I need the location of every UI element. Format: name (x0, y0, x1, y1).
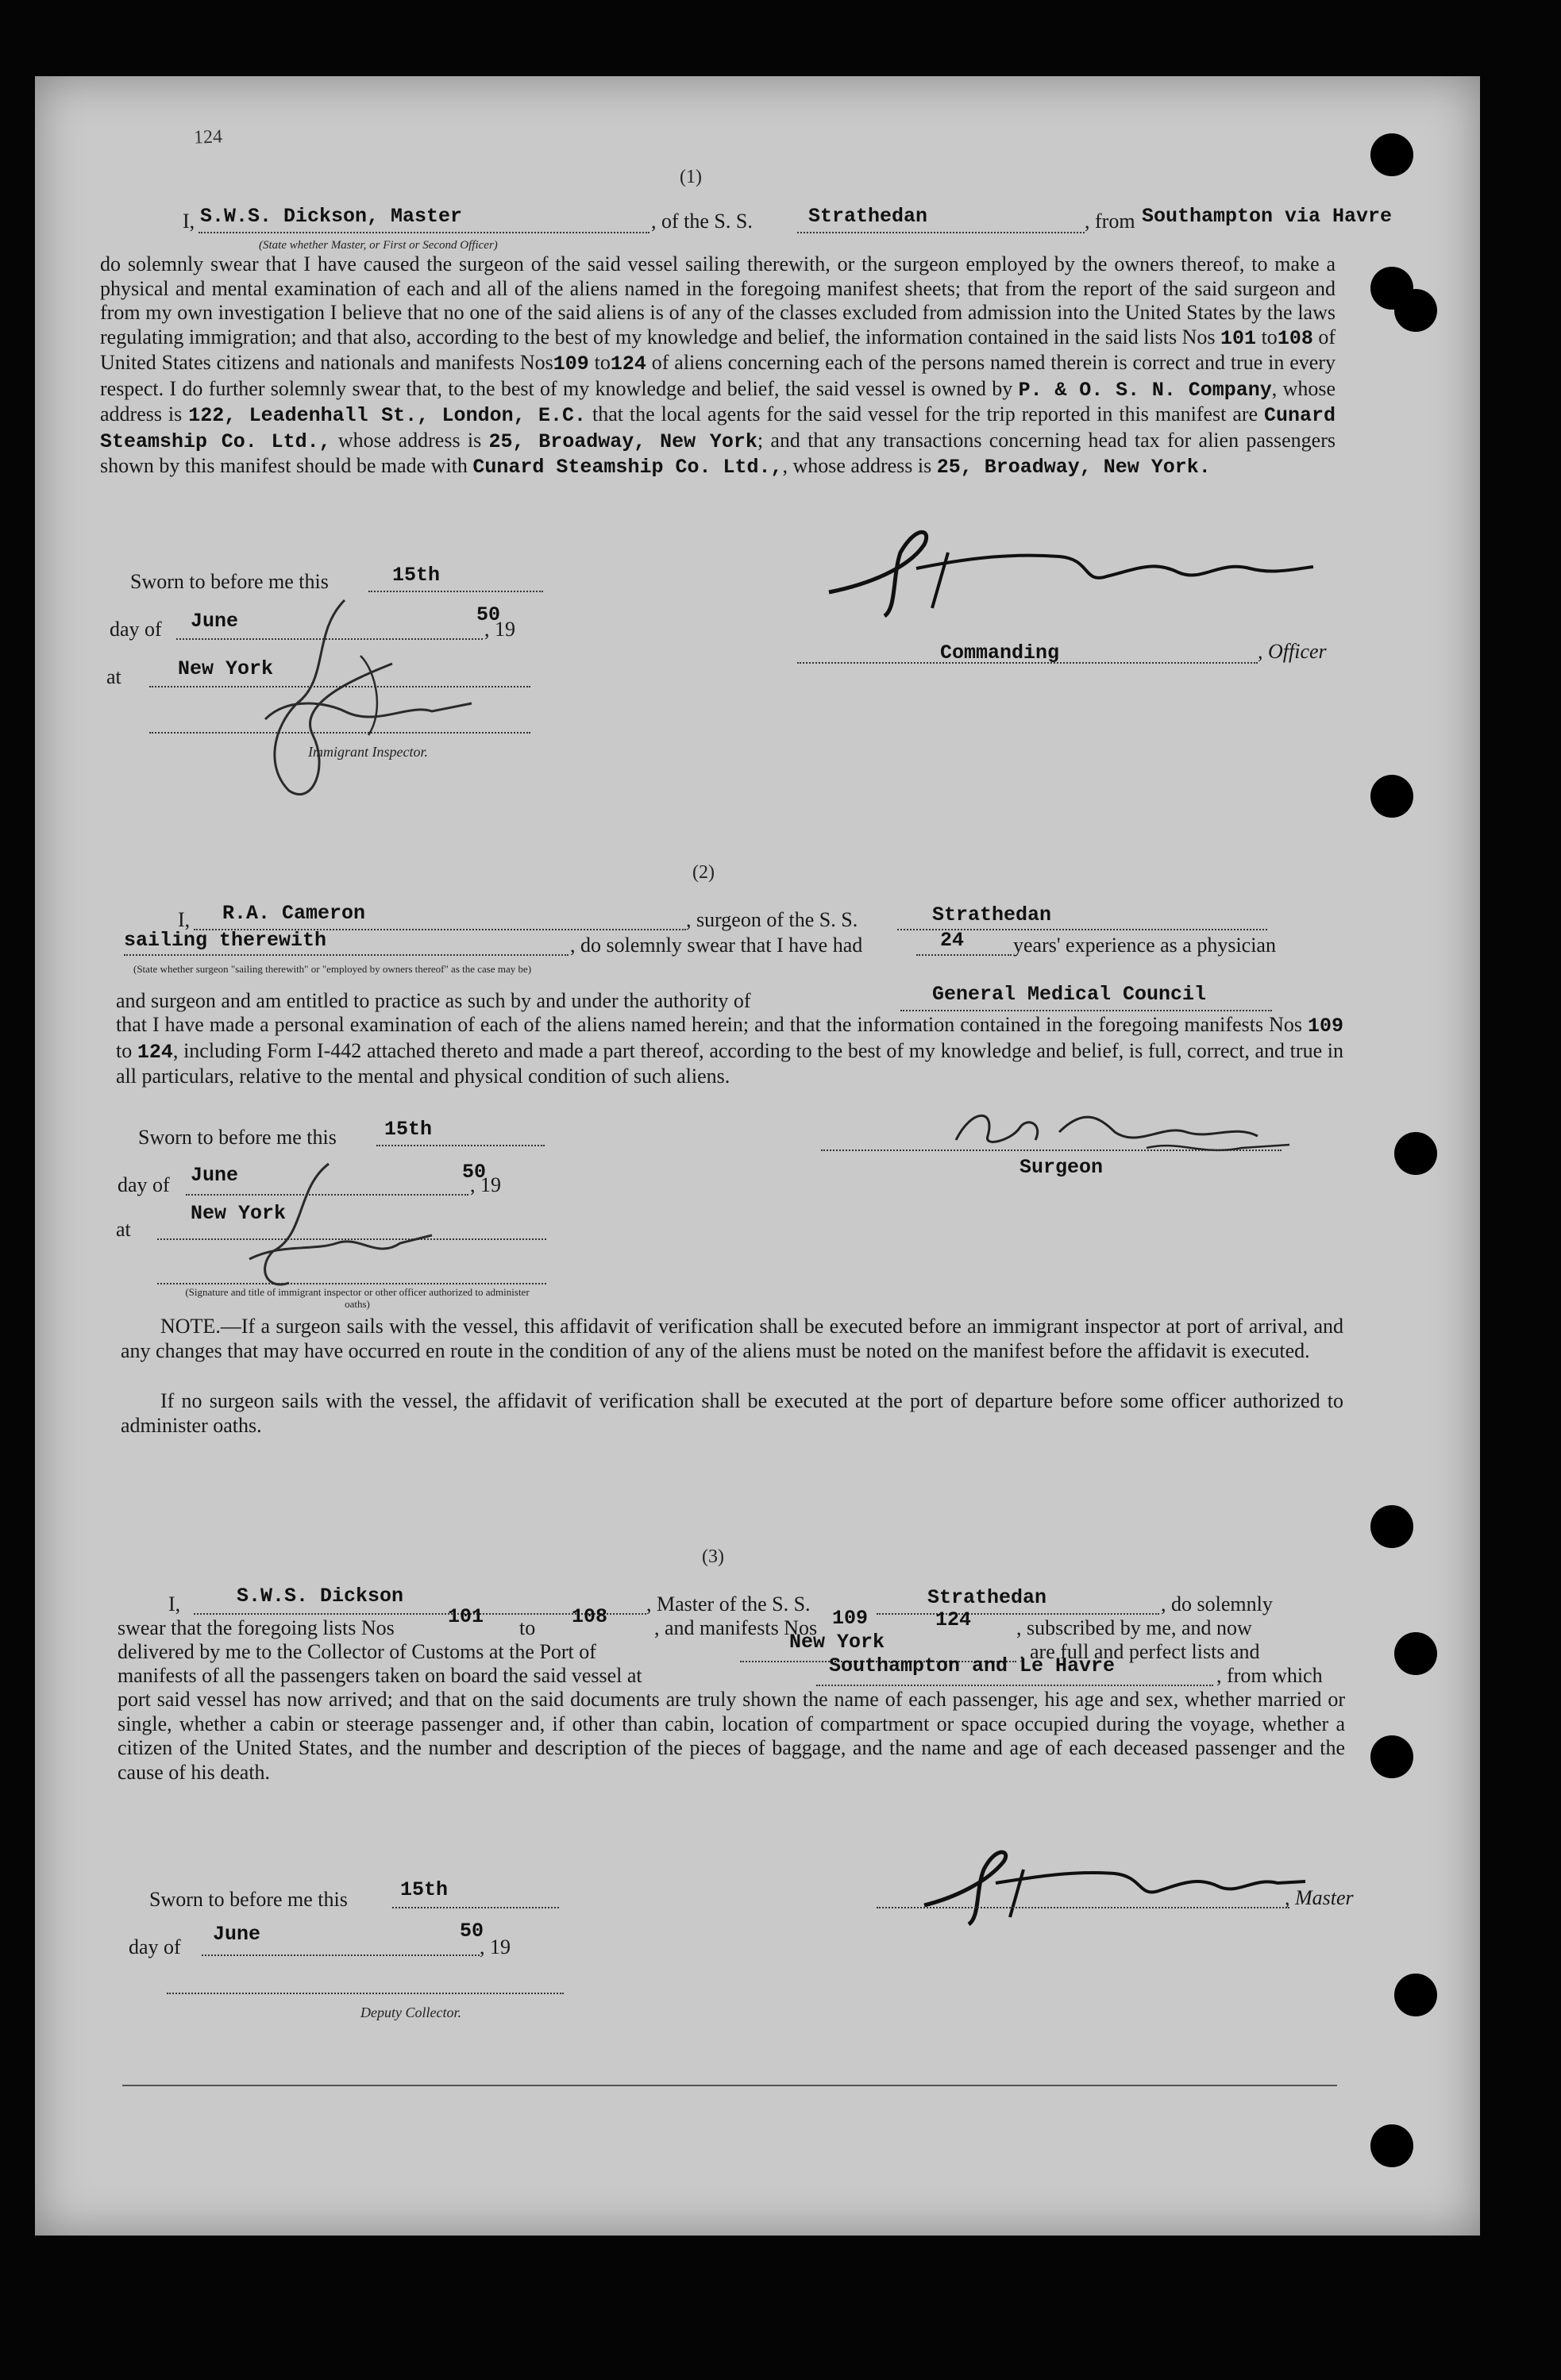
sec2-man-to: 124 (137, 1040, 173, 1064)
sec1-whose-address-is: , whose address is (782, 454, 932, 477)
sec3-lists-to: 108 (572, 1605, 608, 1628)
sec2-sworn: Sworn to before me this (138, 1126, 337, 1149)
sec2-sailing: sailing therewith (124, 929, 327, 952)
section-1-number: (1) (680, 167, 702, 187)
sec2-i: I, (178, 908, 191, 931)
sec2-ship: Strathedan (932, 903, 1052, 926)
punch-hole (1370, 2124, 1413, 2167)
sec1-from: , from (1085, 210, 1135, 233)
sec1-owned-by: the said vessel is owned by (784, 376, 1013, 400)
sec2-year-prefix: , 19 (470, 1173, 501, 1196)
sec1-owner: P. & O. S. N. Company (1018, 378, 1272, 402)
sec3-man-to: 124 (935, 1608, 972, 1631)
sec2-at: at (116, 1218, 131, 1241)
sec2-to-word: to (116, 1038, 133, 1062)
sec2-month: June (191, 1164, 239, 1187)
punch-hole (1394, 1132, 1437, 1175)
punch-hole (1370, 775, 1413, 818)
sec3-port: New York (789, 1631, 885, 1654)
sec3-master-name: S.W.S. Dickson (237, 1585, 404, 1608)
sec3-year-prefix: , 19 (480, 1935, 511, 1958)
sec2-place: New York (191, 1202, 287, 1225)
punch-hole (1370, 1505, 1413, 1548)
sec1-master-name: S.W.S. Dickson, Master (200, 205, 463, 228)
sec3-master-of: , Master of the S. S. (646, 1592, 811, 1616)
sec2-day-of: day of (118, 1173, 170, 1196)
master-signature-1 (821, 521, 1329, 624)
punch-hole (1394, 289, 1437, 332)
sec1-man-to: 124 (610, 352, 646, 375)
sec1-head-tax-address: 25, Broadway, New York. (936, 456, 1211, 479)
sec2-years-text: years' experience as a physician (1013, 934, 1276, 957)
inspector-signature-1 (218, 584, 503, 807)
sec1-of-the: , of the S. S. (651, 210, 753, 233)
manifest-sheet (35, 76, 1480, 2236)
sec1-ust-end: of aliens concerning each of the persons named (651, 351, 1046, 374)
sec1-year: 50 (476, 603, 501, 626)
sec3-delivered: delivered by me to the Collector of Customs at the Port of (118, 1640, 596, 1663)
sec1-master-note: (State whether Master, or First or Second Officer) (259, 239, 498, 252)
note-text-2: If no surgeon sails with the vessel, the affidavit of verification shall be executed at the port of departure before some officer authorized to administer oaths. (121, 1389, 1343, 1437)
sec2-paragraph (116, 1013, 1343, 1089)
sec1-i: I, (183, 210, 195, 233)
sec3-swear-lists: swear that the foregoing lists Nos (118, 1616, 395, 1639)
sec3-i: I, (168, 1592, 181, 1616)
sec2-surgeon-name: R.A. Cameron (222, 902, 366, 925)
sec2-sig-note: (Signature and title of immigrant inspector or other officer authorized to administer oaths) (185, 1286, 530, 1310)
sec1-head-tax-agent: Cunard Steamship Co. Ltd., (472, 456, 783, 479)
sec2-para-end: the best of my knowledge and belief, is full, correct, and true in all particulars, relative to the mental and physical condition of such aliens. (116, 1038, 1343, 1088)
sec3-from-which: , from which (1216, 1664, 1323, 1687)
master-signature-3 (916, 1842, 1313, 1929)
sec1-agents-line: that the local agents for the said vessel for the trip reported in this manifest are (592, 402, 1258, 426)
sec1-month: June (191, 610, 239, 633)
note-text-1: —If a surgeon sails with the vessel, this affidavit of verification shall be executed before an immigrant inspector at port of arrival, and any changes that may have occurred en route in the condition of any of the aliens must be noted on the manifest before the affidavit is executed. (121, 1315, 1343, 1362)
sec2-day-num: 15th (384, 1118, 433, 1141)
sec1-man-from: 109 (553, 352, 589, 375)
sec3-master-title: , Master (1285, 1886, 1354, 1909)
sec3-manifests-line: manifests of all the passengers taken on board the said vessel at (118, 1664, 642, 1687)
sec1-ust-line: of United States citizens and nationals and manifests Nos (100, 325, 1336, 374)
sec3-day-num: 15th (400, 1878, 449, 1901)
sec3-ship: Strathedan (927, 1586, 1047, 1609)
punch-hole (1370, 133, 1413, 176)
sec2-years: 24 (940, 929, 965, 952)
sec1-inspector: Immigrant Inspector. (308, 744, 428, 760)
sec3-man-from: 109 (832, 1607, 869, 1630)
sec2-authority-line: and surgeon and am entitled to practice as such by and under the authority of (116, 989, 751, 1012)
sec3-embark: Southampton and Le Havre (829, 1654, 1116, 1677)
note-label: NOTE. (160, 1315, 221, 1338)
sec3-solemnly: , do solemnly (1161, 1592, 1273, 1616)
sec1-officer: , Officer (1258, 640, 1327, 663)
sec1-paragraph-text: do solemnly swear that I have caused the surgeon of the said vessel sailing therewith, or the surgeon employed by the owners thereof, to make a physical and mental examination of each and all of the aliens named in the foregoing manifest sheets; that from the report of the said surgeon and from my own investigation I believe that no one of the said aliens is of any of the classes excluded from admission into the United States by the laws regulating immigration; and that also, according to the best of my knowledge and belief, the information contained in the said lists Nos (100, 252, 1336, 349)
sec3-sworn: Sworn to before me this (149, 1888, 348, 1911)
sec3-subscribed: , subscribed by me, and now (1016, 1616, 1252, 1639)
section-2-number: (2) (692, 862, 715, 883)
note-paragraph-2 (121, 1389, 1343, 1438)
sec2-authority: General Medical Council (932, 983, 1207, 1006)
sec1-whose-address: , whose address is (100, 376, 1336, 426)
stamp-number: 124 (193, 126, 223, 148)
surgeon-signature (940, 1092, 1321, 1164)
sec1-owner-address: 122, Leadenhall St., London, E.C. (188, 404, 587, 427)
sec1-head-tax: ; and that any transactions concerning head tax for alien (757, 428, 1239, 452)
sec1-commanding: Commanding (940, 641, 1060, 664)
sec1-from-port: Southampton via Havre (1142, 205, 1393, 228)
sec3-and-manifests: , and manifests Nos (654, 1616, 818, 1639)
sec1-to-word-2: to (594, 351, 611, 374)
sec3-year: 50 (460, 1920, 484, 1943)
sec3-paragraph (118, 1688, 1345, 1785)
sec1-paragraph (100, 252, 1336, 480)
sec3-para: port said vessel has now arrived; and that on the said documents are truly shown the name of each passenger, his age and sex, whether married or single, whether a cabin or steerage passenger and, if other than cabin, location of compartment or space occupied during the voyage, whether a citizen of the United States, and the number and description of the pieces of baggage, and the name and age of each deceased passenger and the cause of his death. (118, 1688, 1345, 1784)
punch-hole (1394, 1974, 1437, 2016)
sec1-lists-from: 101 (1220, 326, 1257, 350)
sec1-to-word: to (1261, 325, 1278, 349)
sec3-collector: Deputy Collector. (360, 2005, 461, 2020)
sec1-agent-addr-label: whose address is (337, 428, 482, 452)
sec1-place: New York (178, 657, 274, 680)
sec2-state-note: (State whether surgeon "sailing therewith" or "employed by owners thereof" as the case may be) (133, 963, 532, 975)
sec1-year-prefix: , 19 (484, 618, 515, 641)
punch-hole (1394, 1632, 1437, 1675)
sec1-correct-line: therein is correct and true in every respect. I do further solemnly swear that, to the best of my knowledge and belief, (100, 351, 1336, 400)
sec2-para: that I have made a personal examination of each of the aliens named herein; and that the information contained in the (116, 1013, 1093, 1036)
note-paragraph (121, 1315, 1343, 1363)
sec1-agents: Cunard Steamship Co. Ltd., (100, 404, 1336, 453)
sec1-ship: Strathedan (808, 205, 928, 228)
punch-hole (1370, 1735, 1413, 1778)
sec2-surgeon-title: Surgeon (1019, 1156, 1104, 1179)
sec2-year: 50 (462, 1161, 487, 1184)
sec1-passengers-line: passengers shown by this manifest should be made with (100, 428, 1336, 477)
section-3-number: (3) (702, 1546, 724, 1567)
sec3-day-of: day of (129, 1935, 181, 1958)
sec3-month: June (213, 1923, 261, 1946)
sec2-surgeon-of: , surgeon of the S. S. (686, 908, 858, 931)
sec1-agent-address: 25, Broadway, New York (488, 429, 757, 453)
sec2-including: , including Form I-442 attached thereto and made a part thereof, according to (172, 1038, 812, 1062)
sec1-sworn: Sworn to before me this (130, 570, 329, 593)
sec2-man-from: 109 (1308, 1015, 1344, 1038)
sec2-foregoing: foregoing manifests Nos (1098, 1013, 1302, 1036)
sec2-swear: , do solemnly swear that I have had (570, 934, 863, 957)
sec3-to-word: to (519, 1616, 536, 1639)
sec3-lists-from: 101 (448, 1605, 484, 1628)
sec1-day-of: day of (110, 618, 162, 641)
sec3-full-lists: , are full and perfect lists and (1019, 1640, 1260, 1663)
sec1-at: at (106, 665, 121, 688)
sec1-lists-to: 108 (1277, 326, 1313, 350)
inspector-signature-2 (218, 1156, 456, 1299)
sec1-day-num: 15th (392, 564, 441, 587)
bottom-rule (122, 2085, 1337, 2086)
